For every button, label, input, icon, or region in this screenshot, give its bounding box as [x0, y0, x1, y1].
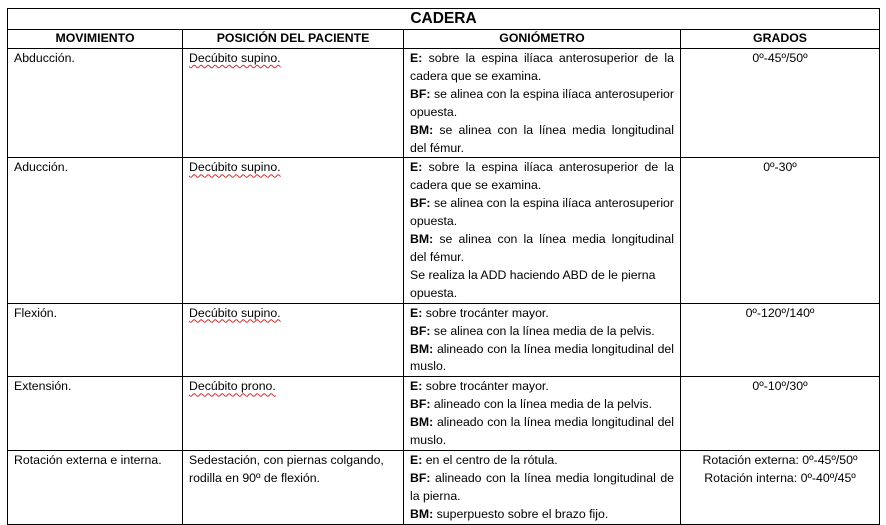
posicion-text: Decúbito supino. — [189, 51, 281, 65]
cell-posicion — [183, 158, 404, 303]
cell-grados: 0º-45º/50º — [681, 49, 880, 158]
cell-movimiento: Extensión. — [8, 377, 183, 451]
header-movimiento: MOVIMIENTO — [8, 30, 183, 49]
posicion-text: Sedestación, con piernas colgando, rodilla en 90º de flexión. — [189, 452, 384, 485]
gonio-bm — [410, 122, 674, 158]
header-posicion: POSICIÓN DEL PACIENTE — [183, 30, 404, 49]
bm-label: BM: — [410, 415, 434, 430]
bf-text: se alinea con la espina ilíaca anterosuperior opuesta. — [410, 86, 674, 119]
bm-text: se alinea con la línea media longitudinal del fémur. — [410, 122, 674, 155]
cell-movimiento: Rotación externa e interna. — [8, 450, 183, 524]
grados-rot-externa: Rotación externa: 0º-45º/50º — [702, 452, 858, 467]
bf-label: BF: — [410, 470, 431, 485]
bf-label: BF: — [410, 397, 431, 412]
cell-grados: 0º-10º/30º — [681, 377, 880, 451]
header-row — [8, 30, 880, 49]
document-page — [7, 8, 879, 525]
e-text: sobre la espina ilíaca anterosuperior de la cadera que se examina. — [410, 160, 674, 193]
gonio-bf — [410, 195, 674, 231]
table-row — [8, 450, 880, 524]
e-label: E: — [410, 452, 423, 467]
table-row — [8, 377, 880, 451]
gonio-e — [410, 378, 674, 396]
cell-goniometro — [404, 377, 681, 451]
gonio-bf — [410, 470, 674, 506]
bf-label: BF: — [410, 86, 431, 101]
bf-text: alineado con la línea media de la pelvis. — [433, 397, 652, 412]
cell-movimiento: Flexión. — [8, 303, 183, 377]
gonio-e — [410, 50, 674, 86]
e-text: sobre trocánter mayor. — [425, 379, 549, 394]
bf-label: BF: — [410, 196, 431, 211]
gonio-e — [410, 452, 674, 470]
bm-label: BM: — [410, 341, 434, 356]
cell-posicion — [183, 303, 404, 377]
cell-posicion — [183, 450, 404, 524]
gonio-bm — [410, 506, 674, 524]
e-label: E: — [410, 51, 423, 65]
e-text: sobre la espina ilíaca anterosuperior de la cadera que se examina. — [410, 51, 674, 83]
e-text: sobre trocánter mayor. — [425, 305, 549, 320]
posicion-text: Decúbito supino. — [189, 305, 281, 320]
e-label: E: — [410, 305, 423, 320]
table-row — [8, 49, 880, 158]
table-title: CADERA — [8, 9, 880, 30]
bm-label: BM: — [410, 232, 434, 247]
bf-text: se alinea con la espina ilíaca anterosuperior opuesta. — [410, 196, 674, 229]
cell-posicion — [183, 377, 404, 451]
cell-grados — [681, 450, 880, 524]
bm-text: se alinea con la línea media longitudinal del fémur. — [410, 232, 674, 264]
e-text: en el centro de la rótula. — [425, 452, 558, 467]
cell-goniometro — [404, 303, 681, 377]
bf-label: BF: — [410, 323, 431, 338]
gonio-bf — [410, 323, 674, 341]
gonio-e — [410, 305, 674, 323]
bm-text: superpuesto sobre el brazo fijo. — [436, 506, 609, 521]
title-row — [8, 9, 880, 30]
bm-text: alineado con la línea media longitudinal del muslo. — [410, 341, 674, 374]
bm-label: BM: — [410, 122, 434, 137]
table-row — [8, 303, 880, 377]
cell-grados: 0º-120º/140º — [681, 303, 880, 377]
gonio-note: Se realiza la ADD haciendo ABD de le pierna opuesta. — [410, 267, 656, 300]
cell-posicion — [183, 49, 404, 158]
header-grados: GRADOS — [681, 30, 880, 49]
gonio-e — [410, 159, 674, 195]
cell-goniometro — [404, 450, 681, 524]
gonio-bm — [410, 414, 674, 450]
header-goniometro: GONIÓMETRO — [404, 30, 681, 49]
gonio-bf — [410, 396, 674, 414]
posicion-text: Decúbito supino. — [189, 160, 281, 175]
cell-movimiento: Aducción. — [8, 158, 183, 303]
bm-text: alineado con la línea media longitudinal del muslo. — [410, 415, 674, 448]
table-row — [8, 158, 880, 303]
cell-goniometro — [404, 49, 681, 158]
grados-rot-interna: Rotación interna: 0º-40º/45º — [704, 470, 856, 485]
cell-goniometro — [404, 158, 681, 303]
e-label: E: — [410, 379, 423, 394]
gonio-bm — [410, 231, 674, 267]
cell-grados: 0º-30º — [681, 158, 880, 303]
gonio-bm — [410, 341, 674, 377]
gonio-bf — [410, 86, 674, 122]
bm-label: BM: — [410, 506, 434, 521]
bf-text: se alinea con la línea media de la pelvis. — [433, 323, 655, 338]
cell-movimiento: Abducción. — [8, 49, 183, 158]
e-label: E: — [410, 160, 423, 175]
posicion-text: Decúbito prono. — [189, 379, 276, 394]
cadera-table — [7, 8, 880, 525]
bf-text: alineado con la línea media longitudinal de la pierna. — [410, 470, 674, 503]
